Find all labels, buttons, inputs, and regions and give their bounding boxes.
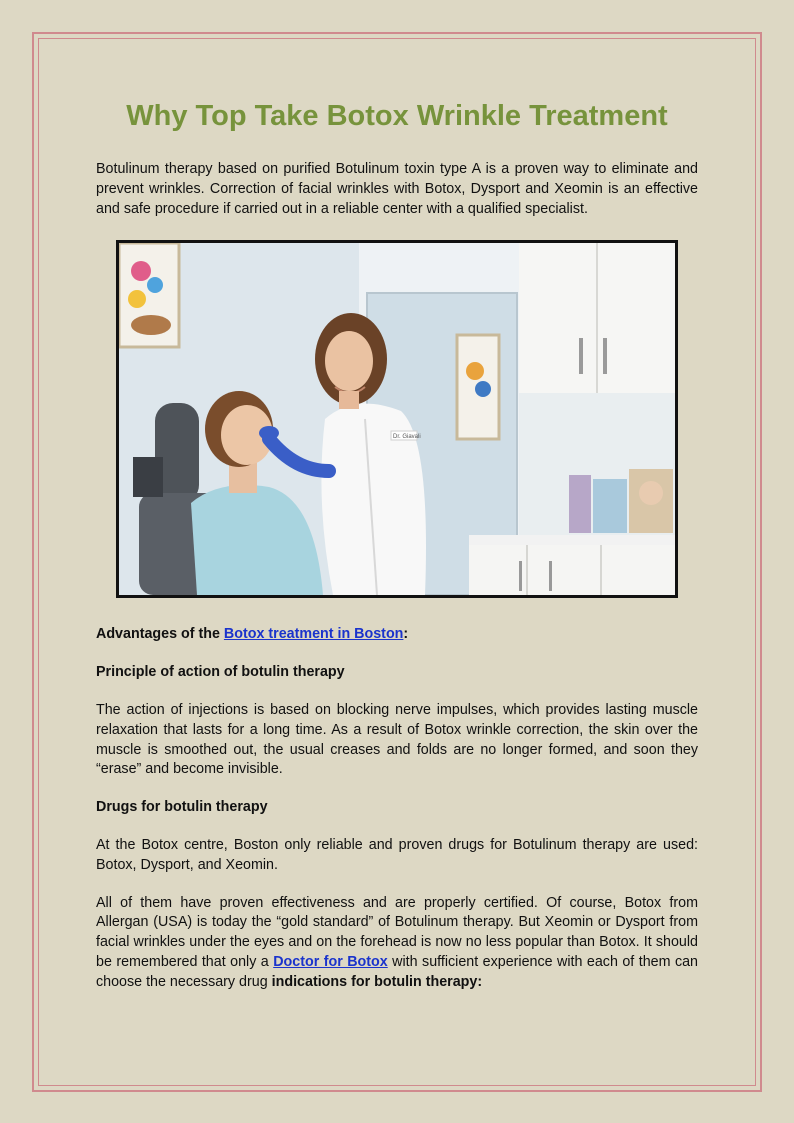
section-body-principle: The action of injections is based on blocking nerve impulses, which provides lasting muscle relaxation that lasts for a long time. As a result of Botox wrinkle correction, the skin over the muscle is smoothed out, the usual creases and folds are no longer formed, and soon they “erase” and become invisible. xyxy=(96,701,698,778)
section-body-drugs-2 xyxy=(96,894,698,993)
advantages-line xyxy=(96,625,698,645)
coat-name-tag: Dr. Giavali xyxy=(393,434,421,441)
advantages-prefix: Advantages of the xyxy=(96,626,224,643)
section-heading-drugs: Drugs for botulin therapy xyxy=(96,799,268,816)
botox-treatment-boston-link[interactable]: Botox treatment in Boston xyxy=(223,626,404,643)
indications-bold-text: indications for botulin therapy: xyxy=(271,973,483,990)
section-body-drugs-1: At the Botox centre, Boston only reliable and proven drugs for Botulinum therapy are used: Botox, Dysport, and Xeomin. xyxy=(96,836,698,873)
clinic-photo xyxy=(116,240,678,598)
intro-paragraph: Botulinum therapy based on purified Botulinum toxin type A is a proven way to eliminate and prevent wrinkles. Correction of facial wrinkles with Botox, Dysport and Xeomin is an effective and safe procedure if carried out in a reliable center with a qualified specialist. xyxy=(96,161,698,217)
drugs-text-part2: with sufficient experience with each of them can choose the necessary drug xyxy=(96,953,698,990)
drugs-text-part1: All of them have proven effectiveness and are properly certified. Of course, Botox from Allergan (USA) is today the “gold standard” of Botulinum therapy. But Xeomin or Dysport from facial wrinkles under the eyes and on the forehead is now no less popular than Botox. It should be remembered that only a xyxy=(96,894,698,970)
section-heading-principle: Principle of action of botulin therapy xyxy=(96,664,345,681)
clinic-photo-illustration xyxy=(119,243,675,595)
document-body xyxy=(96,96,698,993)
advantages-suffix: : xyxy=(403,626,409,643)
page-title: Why Top Take Botox Wrinkle Treatment xyxy=(126,100,668,132)
doctor-for-botox-link[interactable]: Doctor for Botox xyxy=(273,953,388,970)
